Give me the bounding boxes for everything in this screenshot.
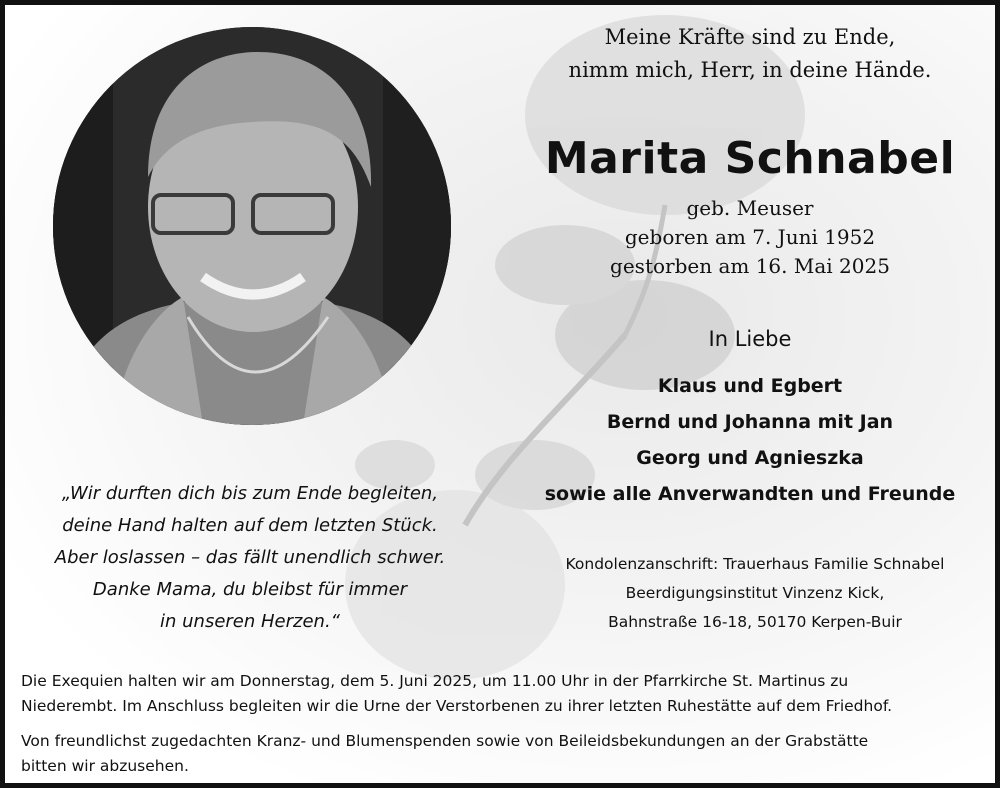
notice-line: Von freundlichst zugedachten Kranz- und Blumenspenden sowie von Beileidsbekundungen an der Grabstätte bbox=[21, 732, 869, 750]
donation-notice bbox=[21, 729, 981, 779]
notice-line: bitten wir abzusehen. bbox=[21, 757, 189, 775]
quote-line: deine Hand halten auf dem letzten Stück. bbox=[62, 515, 438, 536]
birth-date: geboren am 7. Juni 1952 bbox=[624, 225, 876, 249]
life-dates bbox=[530, 194, 970, 281]
mourner-line: sowie alle Anverwandten und Freunde bbox=[544, 483, 956, 505]
death-date: gestorben am 16. Mai 2025 bbox=[610, 254, 890, 278]
farewell-quote bbox=[35, 478, 465, 638]
verse-line: nimm mich, Herr, in deine Hände. bbox=[568, 58, 932, 82]
mourners-list bbox=[530, 368, 970, 512]
portrait-photo bbox=[53, 27, 451, 425]
mourner-line: Georg und Agnieszka bbox=[636, 447, 864, 469]
notice-line: Die Exequien halten wir am Donnerstag, dem 5. Juni 2025, um 11.00 Uhr in der Pfarrkirche St. Martinus zu bbox=[21, 672, 849, 690]
notice-line: Niederembt. Im Anschluss begleiten wir die Urne der Verstorbenen zu ihrer letzten Ruhestätte auf dem Friedhof. bbox=[21, 697, 893, 715]
maiden-name: geb. Meuser bbox=[686, 196, 814, 220]
address-line: Bahnstraße 16-18, 50170 Kerpen-Buir bbox=[608, 613, 902, 631]
mourners-intro: In Liebe bbox=[708, 327, 792, 351]
portrait-image bbox=[53, 27, 451, 425]
bible-verse bbox=[530, 21, 970, 87]
verse-line: Meine Kräfte sind zu Ende, bbox=[604, 25, 896, 49]
address-line: Kondolenzanschrift: Trauerhaus Familie Schnabel bbox=[565, 555, 945, 573]
mourner-line: Bernd und Johanna mit Jan bbox=[606, 411, 894, 433]
mourner-line: Klaus und Egbert bbox=[657, 375, 843, 397]
address-line: Beerdigungsinstitut Vinzenz Kick, bbox=[625, 584, 885, 602]
quote-line: Danke Mama, du bleibst für immer bbox=[92, 579, 408, 600]
quote-line: „Wir durften dich bis zum Ende begleiten, bbox=[61, 483, 439, 504]
condolence-address bbox=[525, 550, 985, 637]
quote-line: in unseren Herzen.“ bbox=[160, 611, 340, 632]
deceased-name: Marita Schnabel bbox=[544, 133, 956, 184]
funeral-notice bbox=[21, 669, 981, 719]
quote-line: Aber loslassen – das fällt unendlich schwer. bbox=[54, 547, 446, 568]
